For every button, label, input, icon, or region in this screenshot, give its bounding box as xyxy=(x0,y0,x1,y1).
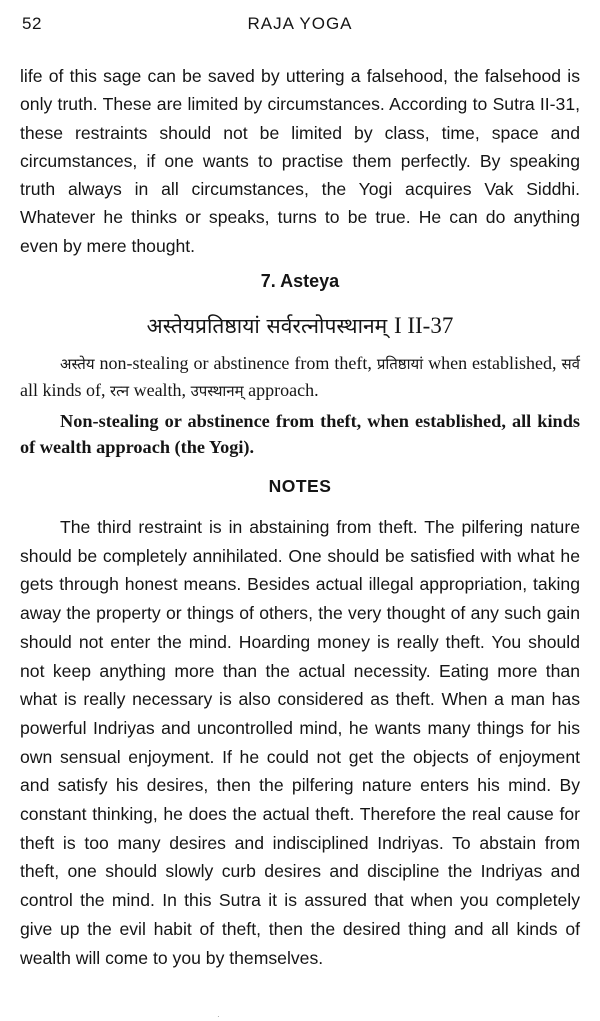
gloss-word: अस्तेय xyxy=(60,355,95,373)
running-header xyxy=(22,14,578,38)
sutra-reference: I II-37 xyxy=(393,313,454,338)
gloss-meaning: wealth, xyxy=(129,380,191,400)
gloss-meaning: non-stealing or abstinence from theft, xyxy=(94,353,377,373)
section-heading: 7. Asteya xyxy=(260,271,340,291)
sutra-text: अस्तेयप्रतिष्ठायां सर्वरत्नोपस्थानम् xyxy=(146,314,388,338)
gloss-meaning: all kinds of, xyxy=(20,380,110,400)
gloss-word: रत्न xyxy=(110,382,130,400)
print-speck: · xyxy=(217,1012,220,1021)
sutra-translation: Non-stealing or abstinence from theft, when established, all kinds of wealth approach (the Yogi). xyxy=(20,411,580,457)
page-number: 52 xyxy=(22,14,42,33)
gloss-word: प्रतिष्ठायां xyxy=(376,355,424,373)
paragraph-continued: life of this sage can be saved by uttering a falsehood, the falsehood is only truth. These are limited by circumstances. According to Sutra II-31, these restraints should not be limited by class, time, space and circumstances, if one wants to practise them perfectly. By speaking truth always in all circumstances, the Yogi acquires Vak Siddhi. Whatever he thinks or speaks, turns to be true. He can do anything even by mere thought. xyxy=(20,66,580,256)
gloss-word: उपस्थानम् xyxy=(190,382,244,400)
gloss-meaning: approach. xyxy=(243,380,319,400)
notes-paragraph: The third restraint is in abstaining from theft. The pilfering nature should be completely annihilated. One should be satisfied with what he gets through honest means. Besides actual illegal appropriation, taking away the property or things of others, the very thought of any such gain should not enter the mind. Hoarding money is really theft. You should not keep anything more than the actual necessity. Eating more than what is really necessary is also considered as theft. When a man has powerful Indriyas and uncontrolled mind, he wants many things for his own sensual enjoyment. If he could not get the objects of enjoyment and satisfy his desires, then the pilfering nature enters his mind. By constant thinking, he does the actual theft. Therefore the real cause for theft is too many desires and indisciplined Indriyas. To abstain from theft, one should slowly curb desires and discipline the Indriyas and control the mind. In this Sutra it is assured that when you completely give up the evil habit of theft, then the desired thing and all kinds of wealth will come to you by themselves. xyxy=(20,517,580,968)
word-gloss xyxy=(20,350,580,404)
notes-heading: NOTES xyxy=(268,476,332,496)
gloss-word: सर्व xyxy=(561,355,580,373)
running-title: RAJA YOGA xyxy=(247,14,353,33)
gloss-meaning: when established, xyxy=(423,353,562,373)
sutra-verse xyxy=(0,312,600,340)
